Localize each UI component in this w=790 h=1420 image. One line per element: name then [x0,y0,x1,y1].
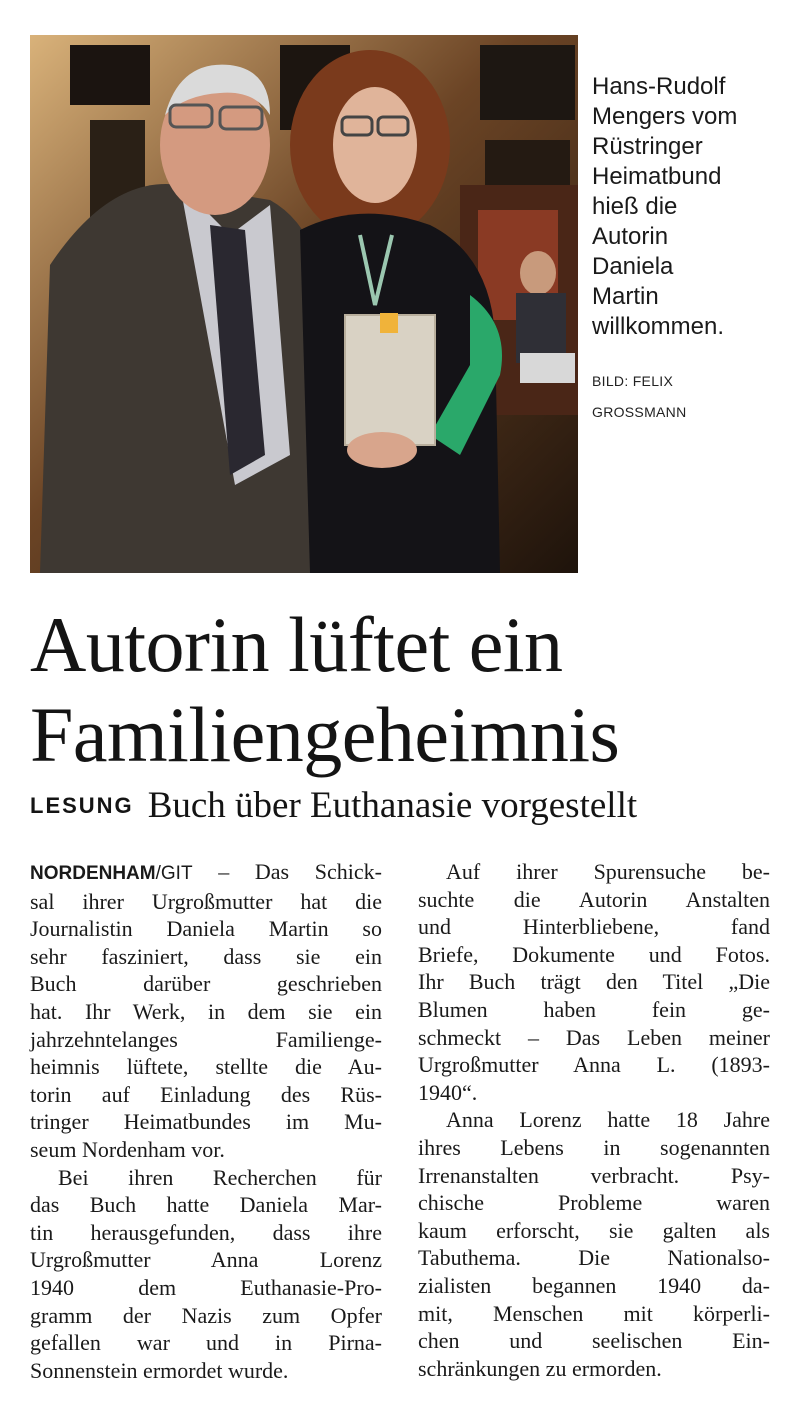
subtitle: Buch über Euthanasie vorgestellt [147,785,638,826]
article-column-left [30,858,382,1384]
article-line: Journalistin Daniela Martin so [30,916,382,942]
caption-line: Hans-Rudolf [592,73,726,100]
article-line: 1940“. [418,1079,478,1105]
article-line: Irrenanstalten verbracht. Psy- [418,1162,770,1188]
article-line: chische Probleme waren [418,1190,770,1216]
credit-line: GROSSMANN [592,404,687,420]
caption-line: Heimatbund [592,163,722,190]
article-line: ihres Lebens in sogenannten [418,1134,770,1160]
article-line: Urgroßmutter Anna Lorenz [30,1247,382,1273]
caption-line: hieß die [592,193,678,220]
article-line: zialisten begannen 1940 da- [418,1272,770,1298]
dateline: NORDENHAM [30,863,156,884]
article-line: Auf ihrer Spurensuche be- [446,859,770,884]
article-line: mit, Menschen mit körperli- [418,1300,770,1326]
article-line: Tabuthema. Die Nationalso- [418,1245,770,1271]
article-line: tringer Heimatbundes im Mu- [30,1109,382,1135]
caption-line: Daniela [592,253,674,280]
article-line: chen und seelischen Ein- [418,1328,770,1354]
article-line: torin auf Einladung des Rüs- [30,1081,382,1107]
article-line: seum Nordenham vor. [30,1136,225,1162]
headline-line: Autorin lüftet ein [30,601,563,688]
article-line: 1940 dem Euthanasie-Pro- [30,1274,382,1300]
kicker: LESUNG [30,793,134,818]
subheadline [30,784,780,827]
article-line: jahrzehntelanges Familienge- [30,1026,382,1052]
article-column-right [418,858,770,1382]
article-line: sehr fasziniert, dass sie ein [30,943,382,969]
article-line: Ihr Buch trägt den Titel „Die [418,969,770,995]
caption-line: Martin [592,283,659,310]
credit-line: BILD: FELIX [592,373,674,389]
article-line: Anna Lorenz hatte 18 Jahre [446,1107,770,1133]
article-line: und Hinterbliebene, fand [418,914,770,940]
caption-line: Autorin [592,223,669,250]
article-line: schränkungen zu ermorden. [418,1355,662,1381]
caption-line: Mengers vom [592,103,738,130]
article-line: Bei ihren Recherchen für [58,1164,382,1190]
article-photo [30,35,578,573]
article-line [30,858,382,888]
article-line: gramm der Nazis zum Opfer [30,1302,382,1328]
article-line: heimnis lüftete, stellte die Au- [30,1054,382,1080]
caption-line: willkommen. [592,313,725,340]
photo-credit [592,366,782,428]
article-text: – Das Schick- [192,859,382,884]
article-line: Buch darüber geschrieben [30,971,382,997]
article-line: gefallen war und in Pirna- [30,1330,382,1356]
article-line: tin herausgefunden, dass ihre [30,1219,382,1245]
article-line: Urgroßmutter Anna L. (1893- [418,1052,770,1078]
photo-caption [592,72,782,342]
article-line: sal ihrer Urgroßmutter hat die [30,888,382,914]
article-line: kaum erforscht, sie galten als [418,1217,770,1243]
agency: /GIT [155,863,193,884]
headline-line: Familiengeheimnis [30,691,620,778]
article-line: Blumen haben fein ge- [418,996,770,1022]
article-line: Sonnenstein ermordet wurde. [30,1357,289,1383]
article-line: Briefe, Dokumente und Fotos. [418,941,770,967]
headline [30,600,780,780]
article-line: hat. Ihr Werk, in dem sie ein [30,998,382,1024]
caption-line: Rüstringer [592,133,703,160]
article-line: suchte die Autorin Anstalten [418,886,770,912]
article-line: das Buch hatte Daniela Mar- [30,1192,382,1218]
photo-illustration [30,35,578,573]
article-line: schmeckt – Das Leben meiner [418,1024,770,1050]
